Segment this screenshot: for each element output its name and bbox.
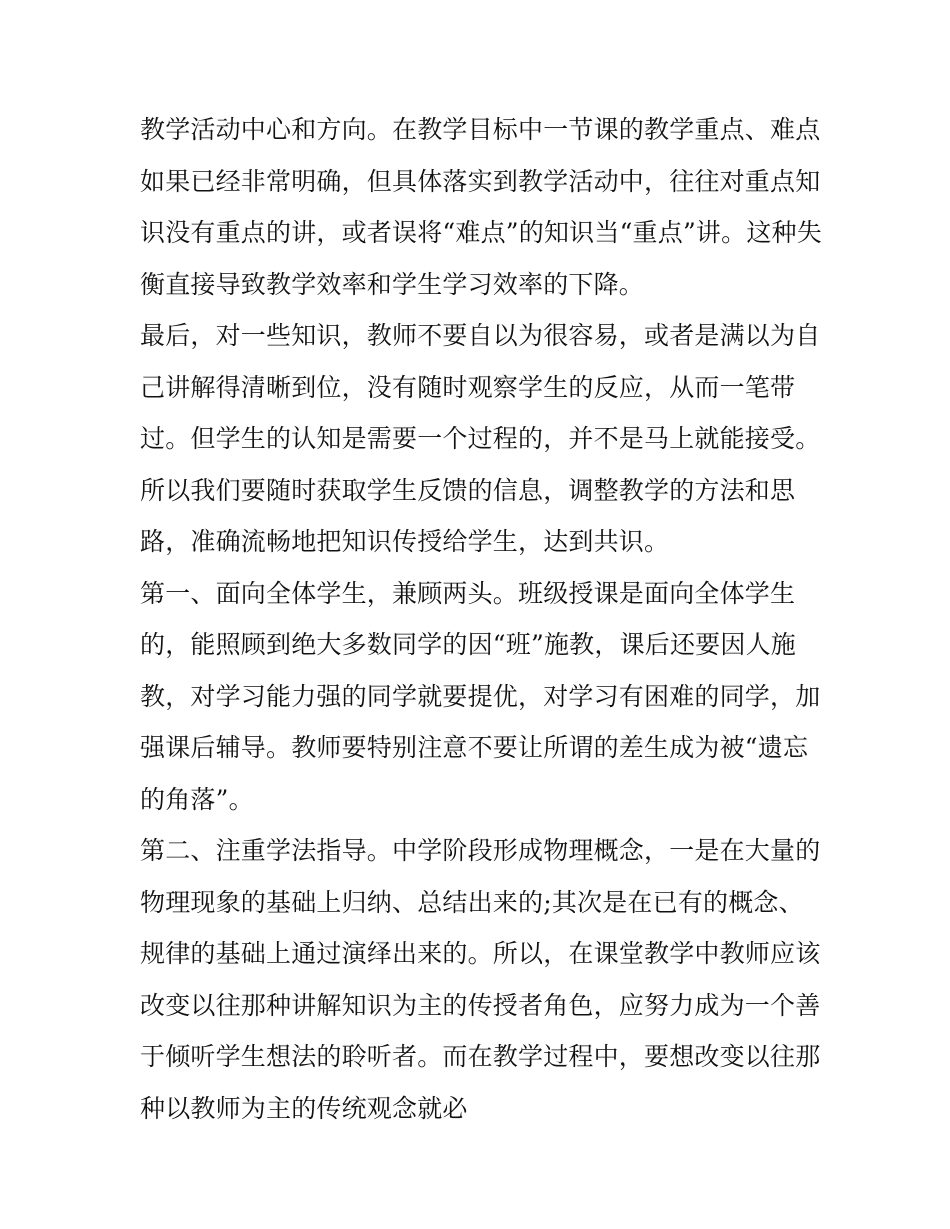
text-line: 的，能照顾到绝大多数同学的因“班”施教，课后还要因人施 [140,630,796,659]
text-line: 教，对学习能力强的同学就要提优，对学习有困难的同学，加 [140,681,821,711]
text-line: 路，准确流畅地把知识传授给学生，达到共识。 [140,527,670,556]
text-line: 第一、面向全体学生，兼顾两头。班级授课是面向全体学生 [140,578,796,608]
text-line: 衡直接导致教学效率和学生学习效率的下降。 [140,269,645,299]
text-line: 规律的基础上通过演绎出来的。所以，在课堂教学中教师应该 [140,939,821,968]
text-line: 于倾听学生想法的聆听者。而在教学过程中，要想改变以往那 [140,1042,821,1071]
text-line: 种以教师为主的传统观念就必 [140,1093,468,1123]
text-line: 强课后辅导。教师要特别注意不要让所谓的差生成为被“遗忘 [140,733,809,762]
text-line: 教学活动中心和方向。在教学目标中一节课的教学重点、难点 [140,115,821,144]
paragraph-3 [140,568,820,826]
text-line: 所以我们要随时获取学生反馈的信息，调整教学的方法和思 [140,475,796,505]
text-line: 的角落”。 [140,784,254,814]
text-line: 己讲解得清晰到位，没有随时观察学生的反应，从而一笔带 [140,372,796,402]
text-line: 改变以往那种讲解知识为主的传授者角色，应努力成为一个善 [140,990,821,1020]
text-line: 识没有重点的讲，或者误将“难点”的知识当“重点”讲。这种失 [140,218,822,247]
text-line: 物理现象的基础上归纳、总结出来的;其次是在已有的概念、 [140,887,804,917]
text-line: 如果已经非常明确，但具体落实到教学活动中，往往对重点知 [140,166,821,196]
text-line: 第二、注重学法指导。中学阶段形成物理概念，一是在大量的 [140,836,821,865]
text-line: 最后，对一些知识，教师不要自以为很容易，或者是满以为自 [140,321,821,350]
text-line: 过。但学生的认知是需要一个过程的，并不是马上就能接受。 [140,424,821,453]
paragraph-4 [140,825,820,1134]
paragraph-1 [140,104,820,310]
document-body [140,104,820,1134]
paragraph-2 [140,310,820,568]
